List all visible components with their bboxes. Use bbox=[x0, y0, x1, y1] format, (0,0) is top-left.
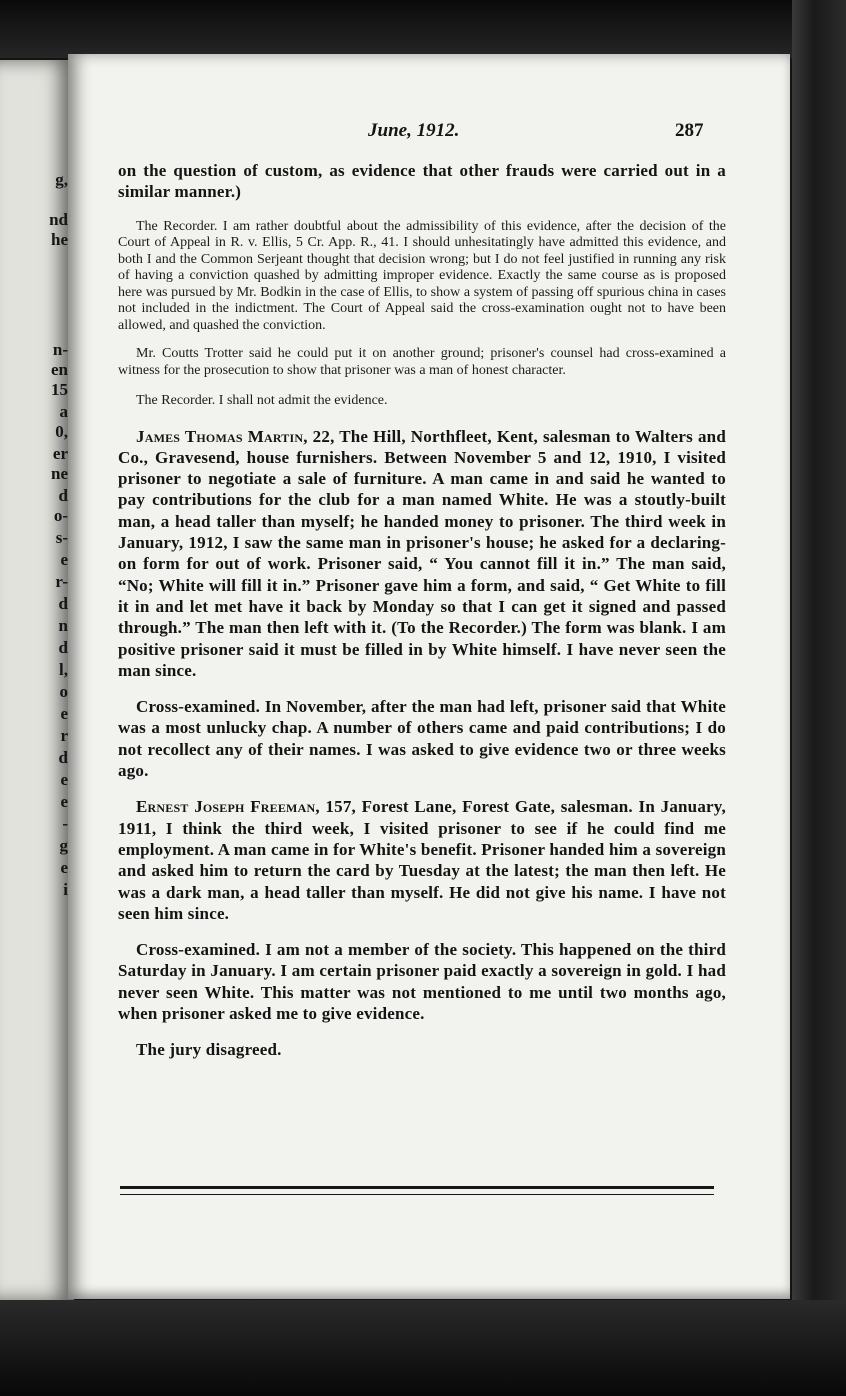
freeman-testimony-text: , 157, Forest Lane, Forest Gate, salesman. In January, 1911, I think the third week, I visited prisoner to see if he could find me employment. A man came in for White's benefit. Prisoner handed him a sovereign and asked him to return the card by Tuesday at the latest; the man then left. He was a dark man, a head taller than myself. He did not give his name. I have not seen him since. bbox=[118, 797, 726, 923]
facing-page-fragment: i bbox=[63, 880, 68, 899]
paragraph-recorder-decision: The Recorder. I shall not admit the evidence. bbox=[136, 393, 388, 409]
facing-page-fragment: er bbox=[52, 444, 68, 463]
witness-name-freeman: Ernest Joseph Freeman bbox=[136, 797, 316, 817]
facing-page-fragment: - bbox=[62, 814, 68, 833]
facing-page-fragment: r- bbox=[55, 572, 68, 591]
paragraph-trotter-argument: Mr. Coutts Trotter said he could put it on another ground; prisoner's counsel had cross-examined a witness for the prosecution to show that prisoner was a man of honest character. bbox=[118, 346, 726, 378]
body-text bbox=[118, 160, 726, 1061]
paragraph-martin-cross-examination: Cross-examined. In November, after the man had left, prisoner said that White was a most unlucky chap. A number of others came and paid contributions; I do not recollect any of their names. I was asked to give evidence two or three weeks ago. bbox=[118, 697, 726, 781]
page-header bbox=[68, 120, 790, 144]
witness-name-martin: James Thomas Martin bbox=[136, 426, 304, 446]
running-head: June, 1912. bbox=[368, 120, 460, 141]
facing-page-fragment: n- bbox=[52, 340, 68, 359]
facing-page-fragment: r bbox=[60, 726, 68, 745]
paragraph-freeman-cross-examination: Cross-examined. I am not a member of the society. This happened on the third Saturday in January. I am certain prisoner paid exactly a sovereign in gold. I had never seen White. This matter was not mentioned to me until two months ago, when prisoner asked me to give evidence. bbox=[118, 940, 726, 1024]
facing-page-fragment: e bbox=[60, 704, 68, 723]
facing-page-fragment: d bbox=[58, 638, 68, 657]
scan-top-edge bbox=[0, 0, 846, 58]
paragraph-martin-testimony bbox=[118, 426, 726, 682]
facing-page-fragment: en bbox=[51, 360, 68, 379]
facing-page-fragment: he bbox=[51, 230, 68, 249]
martin-testimony-text: , 22, The Hill, Northfleet, Kent, salesman to Walters and Co., Gravesend, house furnishers. Between November 5 and 12, 1910, I visited prisoner to negotiate a sale of furniture. A man came in and said he wanted to pay contributions for the club for a man named White. He was a stoutly-built man, a head taller than myself; he handed money to prisoner. The third week in January, 1912, I saw the same man in prisoner's house; he asked for a declaring-on form for out of work. Prisoner said, “ You cannot fill it in.” The man said, “No; White will fill it in.” Prisoner gave him a form, and said, “ Get White to fill it in and let met have it back by Monday so that I can get it signed and passed through.” The man then left with it. (To the Recorder.) The form was blank. I am positive prisoner said it must be filled in by White himself. I have never seen the man since. bbox=[118, 426, 726, 680]
scan-bottom-edge bbox=[0, 1300, 846, 1396]
closing-double-rule bbox=[120, 1186, 714, 1195]
facing-page-fragment: n bbox=[58, 616, 68, 635]
paragraph-verdict: The jury disagreed. bbox=[136, 1040, 282, 1060]
facing-page-fragment: g, bbox=[55, 170, 68, 189]
facing-page-fragment: 15 bbox=[51, 380, 68, 399]
facing-page-strip bbox=[0, 60, 74, 1300]
facing-page-fragment: e bbox=[60, 770, 68, 789]
paragraph-recorder-ruling: The Recorder. I am rather doubtful about the admissibility of this evidence, after the decision of the Court of Appeal in R. v. Ellis, 5 Cr. App. R., 41. I should unhesitatingly have admitted this evidence, and both I and the Common Serjeant thought that decision wrong; but I do not feel justified in running any risk of having a conviction quashed by admitting improper evidence. Exactly the same course as is proposed here was pursued by Mr. Bodkin in the case of Ellis, to show a system of passing off spurious china in cases not included in the indictment. The Court of Appeal said the cross-examination ought not to have been allowed, and quashed the conviction. bbox=[118, 218, 726, 333]
facing-page-fragment: e bbox=[60, 858, 68, 877]
facing-page-fragment: s- bbox=[55, 528, 68, 547]
facing-page-fragment: a bbox=[59, 402, 68, 421]
paragraph-freeman-testimony bbox=[118, 796, 726, 924]
facing-page-fragment: e bbox=[60, 550, 68, 569]
facing-page-fragment: l, bbox=[59, 660, 68, 679]
facing-page-fragment: 0, bbox=[55, 422, 68, 441]
facing-page-fragment: ne bbox=[51, 464, 68, 483]
facing-page-fragment: o bbox=[59, 682, 68, 701]
facing-page-fragment: e bbox=[60, 792, 68, 811]
facing-page-fragment: d bbox=[58, 594, 68, 613]
facing-page-fragment: nd bbox=[49, 210, 68, 229]
facing-page-fragment: d bbox=[58, 748, 68, 767]
facing-page-fragment: o- bbox=[53, 506, 68, 525]
scan-right-edge bbox=[792, 0, 846, 1396]
page-number: 287 bbox=[675, 120, 704, 141]
paragraph-custom-close: on the question of custom, as evidence that other frauds were carried out in a similar manner.) bbox=[118, 161, 726, 202]
facing-page-fragment: g bbox=[59, 836, 68, 855]
document-page bbox=[68, 54, 790, 1299]
facing-page-fragment: d bbox=[58, 486, 68, 505]
